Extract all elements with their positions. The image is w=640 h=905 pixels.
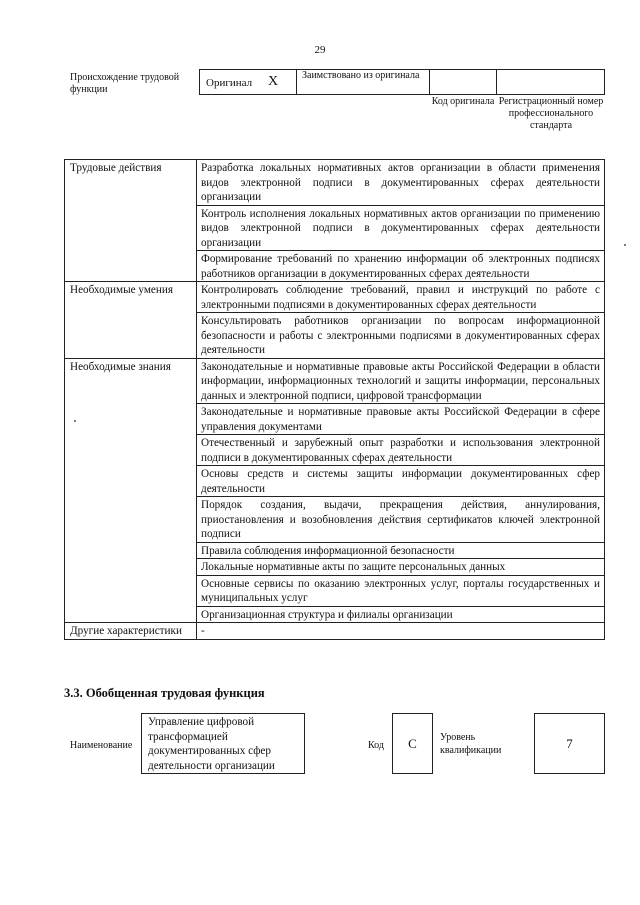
- row-group-label: Другие характеристики: [65, 623, 197, 640]
- table-row: [65, 623, 605, 640]
- borrowed-label: Заимствовано из оригинала: [302, 70, 420, 81]
- registration-number-caption: Регистрационный номер профессионального стандарта: [498, 96, 604, 131]
- table-cell: Порядок создания, выдачи, прекращения действия, аннулирования, приостановления и возобновления действия сертификатов ключей электронной подписи: [197, 497, 605, 543]
- table-cell: Контролировать соблюдение требований, правил и инструкций по работе с электронными подписями в документированных сферах деятельности: [197, 282, 605, 313]
- function-table: [64, 159, 605, 640]
- original-mark: X: [268, 74, 279, 89]
- table-cell: Организационная структура и филиалы организации: [197, 606, 605, 623]
- table-cell: Законодательные и нормативные правовые акты Российской Федерации в области информации, информационных технологий и защиты информации, персональных данных и электронной подписи, цифровой трансформации: [197, 358, 605, 404]
- table-cell: -: [197, 623, 605, 640]
- table-cell: Основы средств и системы защиты информации документированных сфер деятельности: [197, 466, 605, 497]
- scan-speck: [624, 244, 626, 246]
- table-cell: Формирование требований по хранению информации об электронных подписях работников организации в документированных сферах деятельности: [197, 251, 605, 282]
- table-cell: Локальные нормативные акты по защите персональных данных: [197, 559, 605, 576]
- table-cell: Консультировать работников организации по вопросам информационной безопасности и работы с электронными подписями в документированных сферах деятельности: [197, 313, 605, 359]
- table-cell: Правила соблюдения информационной безопасности: [197, 542, 605, 559]
- name-label: Наименование: [70, 740, 133, 751]
- qualification-level-label: Уровень квалификации: [440, 732, 502, 756]
- original-code-caption: Код оригинала: [431, 96, 495, 107]
- table-cell: Основные сервисы по оказанию электронных услуг, порталы государственных и муниципальных услуг: [197, 575, 605, 606]
- table-cell: Отечественный и зарубежный опыт разработки и использования электронной подписи в документированных сферах деятельности: [197, 435, 605, 466]
- function-name-box: Управление цифровой трансформацией документированных сфер деятельности организации: [141, 713, 305, 774]
- row-group-label: Необходимые умения: [65, 282, 197, 359]
- table-row: [65, 358, 605, 404]
- table-cell: Контроль исполнения локальных нормативных актов организации по применению видов электронной подписи в документированных сферах деятельности организации: [197, 205, 605, 251]
- table-row: [65, 160, 605, 206]
- code-label: Код: [368, 740, 384, 751]
- row-group-label: Трудовые действия: [65, 160, 197, 282]
- table-cell: Разработка локальных нормативных актов организации в области применения видов электронной подписи в документированных сферах деятельности организации: [197, 160, 605, 206]
- scan-speck: [74, 420, 76, 422]
- table-cell: Законодательные и нормативные правовые акты Российской Федерации в сфере управления документами: [197, 404, 605, 435]
- origin-label: Происхождение трудовой функции: [70, 72, 180, 95]
- original-label: Оригинал: [206, 77, 253, 89]
- qualification-level-box: 7: [534, 713, 605, 774]
- row-group-label: Необходимые знания: [65, 358, 197, 623]
- page-number: 29: [314, 44, 326, 56]
- section-title: 3.3. Обобщенная трудовая функция: [64, 686, 265, 700]
- code-value-box: C: [392, 713, 433, 774]
- table-row: [65, 282, 605, 313]
